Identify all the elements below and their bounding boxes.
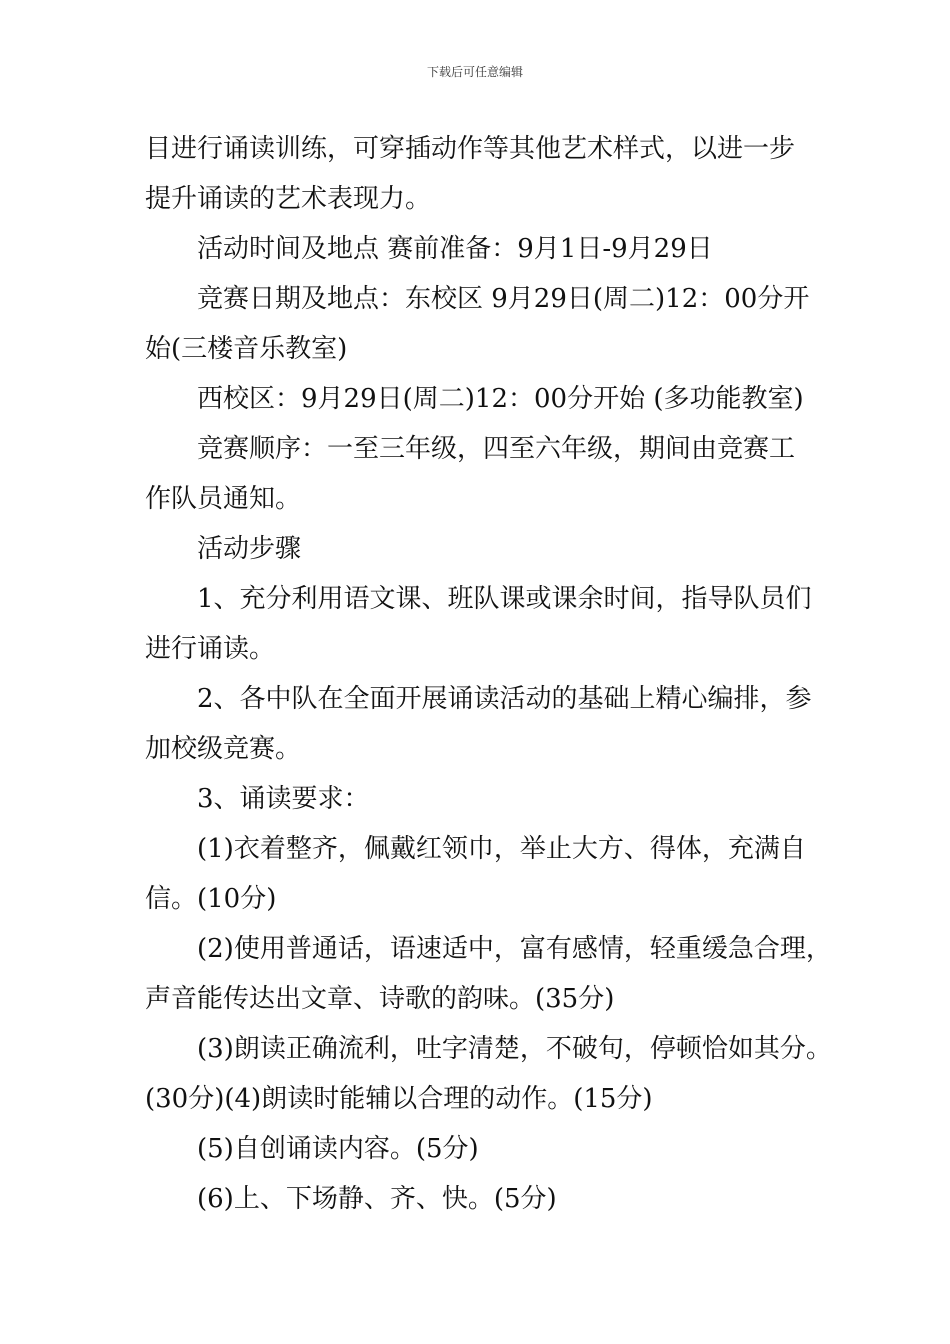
text-line: 进行诵读。 xyxy=(145,634,276,664)
text-line: (3)朗读正确流利，吐字清楚，不破句，停顿恰如其分。 xyxy=(197,1034,832,1064)
text-line: 加校级竞赛。 xyxy=(145,734,302,764)
text-line: 作队员通知。 xyxy=(145,484,302,514)
text-line: 3、诵读要求： xyxy=(197,784,370,814)
text-line: 1、充分利用语文课、班队课或课余时间，指导队员们 xyxy=(197,584,812,614)
text-line: 始(三楼音乐教室) xyxy=(145,334,348,364)
text-line: 提升诵读的艺术表现力。 xyxy=(145,184,432,214)
text-line: (1)衣着整齐，佩戴红领巾，举止大方、得体，充满自 xyxy=(197,834,806,864)
text-line: 目进行诵读训练，可穿插动作等其他艺术样式，以进一步 xyxy=(145,134,796,164)
text-line: 活动时间及地点 赛前准备：9月1日-9月29日 xyxy=(197,234,713,264)
text-line: 竞赛日期及地点：东校区 9月29日(周二)12：00分开 xyxy=(197,284,810,314)
text-line: (30分)(4)朗读时能辅以合理的动作。(15分) xyxy=(145,1084,653,1114)
text-line: 声音能传达出文章、诗歌的韵味。(35分) xyxy=(145,984,615,1014)
text-line: 竞赛顺序：一至三年级，四至六年级，期间由竞赛工 xyxy=(197,434,796,464)
text-line: 2、各中队在全面开展诵读活动的基础上精心编排，参 xyxy=(197,684,812,714)
text-line: (6)上、下场静、齐、快。(5分) xyxy=(197,1184,557,1214)
text-line: 信。(10分) xyxy=(145,884,277,914)
text-line: (5)自创诵读内容。(5分) xyxy=(197,1134,479,1164)
section-heading: 活动步骤 xyxy=(197,534,302,564)
text-line: 西校区：9月29日(周二)12：00分开始 (多功能教室) xyxy=(197,384,804,414)
text-line: (2)使用普通话，语速适中，富有感情，轻重缓急合理， xyxy=(197,934,832,964)
document-body xyxy=(145,124,835,1224)
page-header: 下载后可任意编辑 xyxy=(426,65,523,79)
